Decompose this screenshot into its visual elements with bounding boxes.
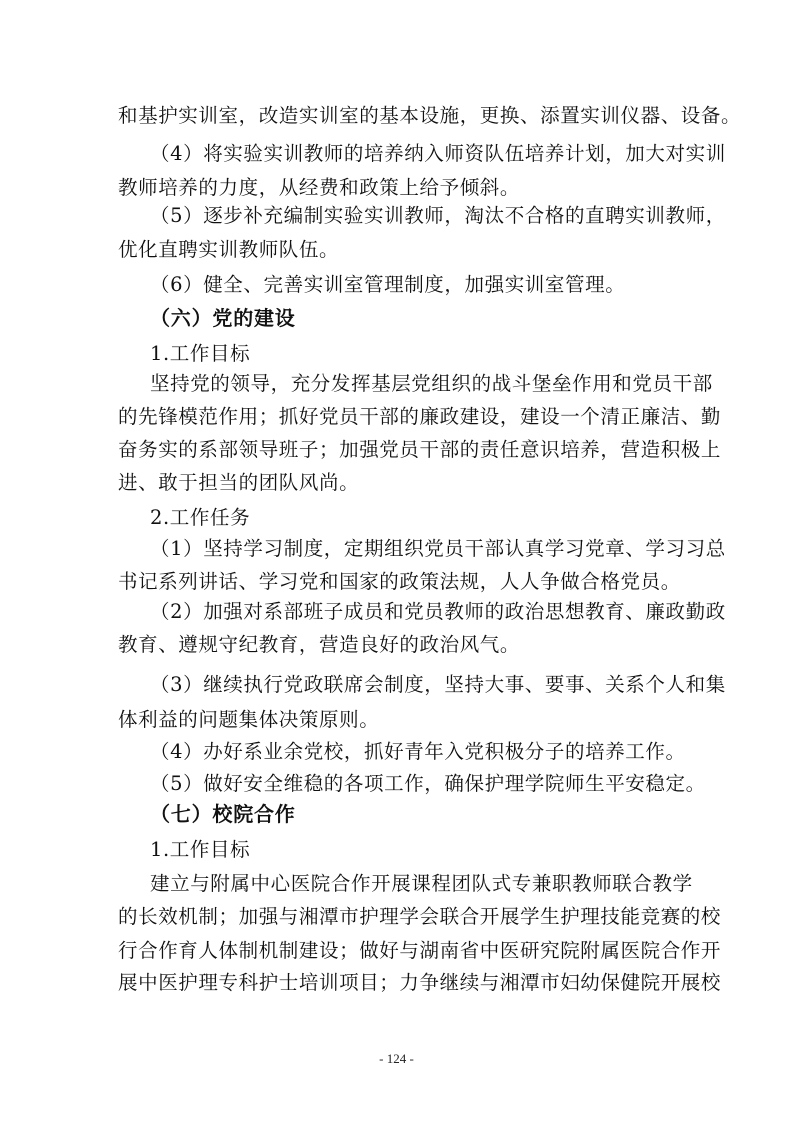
body-line: 和基护实训室，改造实训室的基本设施，更换、添置实训仪器、设备。 [118,104,742,127]
body-line: （3）继续执行党政联席会制度，坚持大事、要事、关系个人和集 [150,673,726,696]
body-line: （4）将实验实训教师的培养纳入师资队伍培养计划，加大对实训 [150,142,726,165]
body-line: （5）逐步补充编制实验实训教师，淘汰不合格的直聘实训教师， [150,204,726,227]
body-line: （1）坚持学习制度，定期组织党员干部认真学习党章、学习习总 [150,537,726,560]
body-line: 坚持党的领导，充分发挥基层党组织的战斗堡垒作用和党员干部 [150,372,713,395]
body-line: 行合作育人体制机制建设；做好与湖南省中医研究院附属医院合作开 [118,939,722,962]
subsection-heading: 2.工作任务 [150,506,251,529]
body-line: 展中医护理专科护士培训项目；力争继续与湘潭市妇幼保健院开展校 [118,971,722,994]
body-line: 建立与附属中心医院合作开展课程团队式专兼职教师联合教学 [150,872,693,895]
body-line: （2）加强对系部班子成员和党员教师的政治思想教育、廉政勤政 [150,600,726,623]
body-line: 的先锋模范作用；抓好党员干部的廉政建设，建设一个清正廉洁、勤 [118,405,722,428]
body-line: 体利益的问题集体决策原则。 [118,708,380,731]
body-line: 优化直聘实训教师队伍。 [118,238,340,261]
body-line: （4）办好系业余党校，抓好青年入党积极分子的培养工作。 [150,740,686,763]
subsection-heading: 1.工作目标 [150,838,251,861]
section-heading-party-building: （六）党的建设 [150,306,296,330]
body-line: （6）健全、完善实训室管理制度，加强实训室管理。 [150,273,626,296]
body-line: 进、敢于担当的团队风尚。 [118,471,360,494]
body-line: 奋务实的系部领导班子；加强党员干部的责任意识培养，营造积极上 [118,438,722,461]
subsection-heading: 1.工作目标 [150,342,251,365]
body-line: 书记系列讲话、学习党和国家的政策法规，人人争做合格党员。 [118,570,681,593]
body-line: 教育、遵规守纪教育，营造良好的政治风气。 [118,633,521,656]
body-line: （5）做好安全维稳的各项工作，确保护理学院师生平安稳定。 [150,772,706,795]
section-heading-school-hospital-cooperation: （七）校院合作 [150,802,296,826]
page-number: - 124 - [379,1051,414,1066]
body-line: 教师培养的力度，从经费和政策上给予倾斜。 [118,176,521,199]
body-line: 的长效机制；加强与湘潭市护理学会联合开展学生护理技能竞赛的校 [118,905,722,928]
